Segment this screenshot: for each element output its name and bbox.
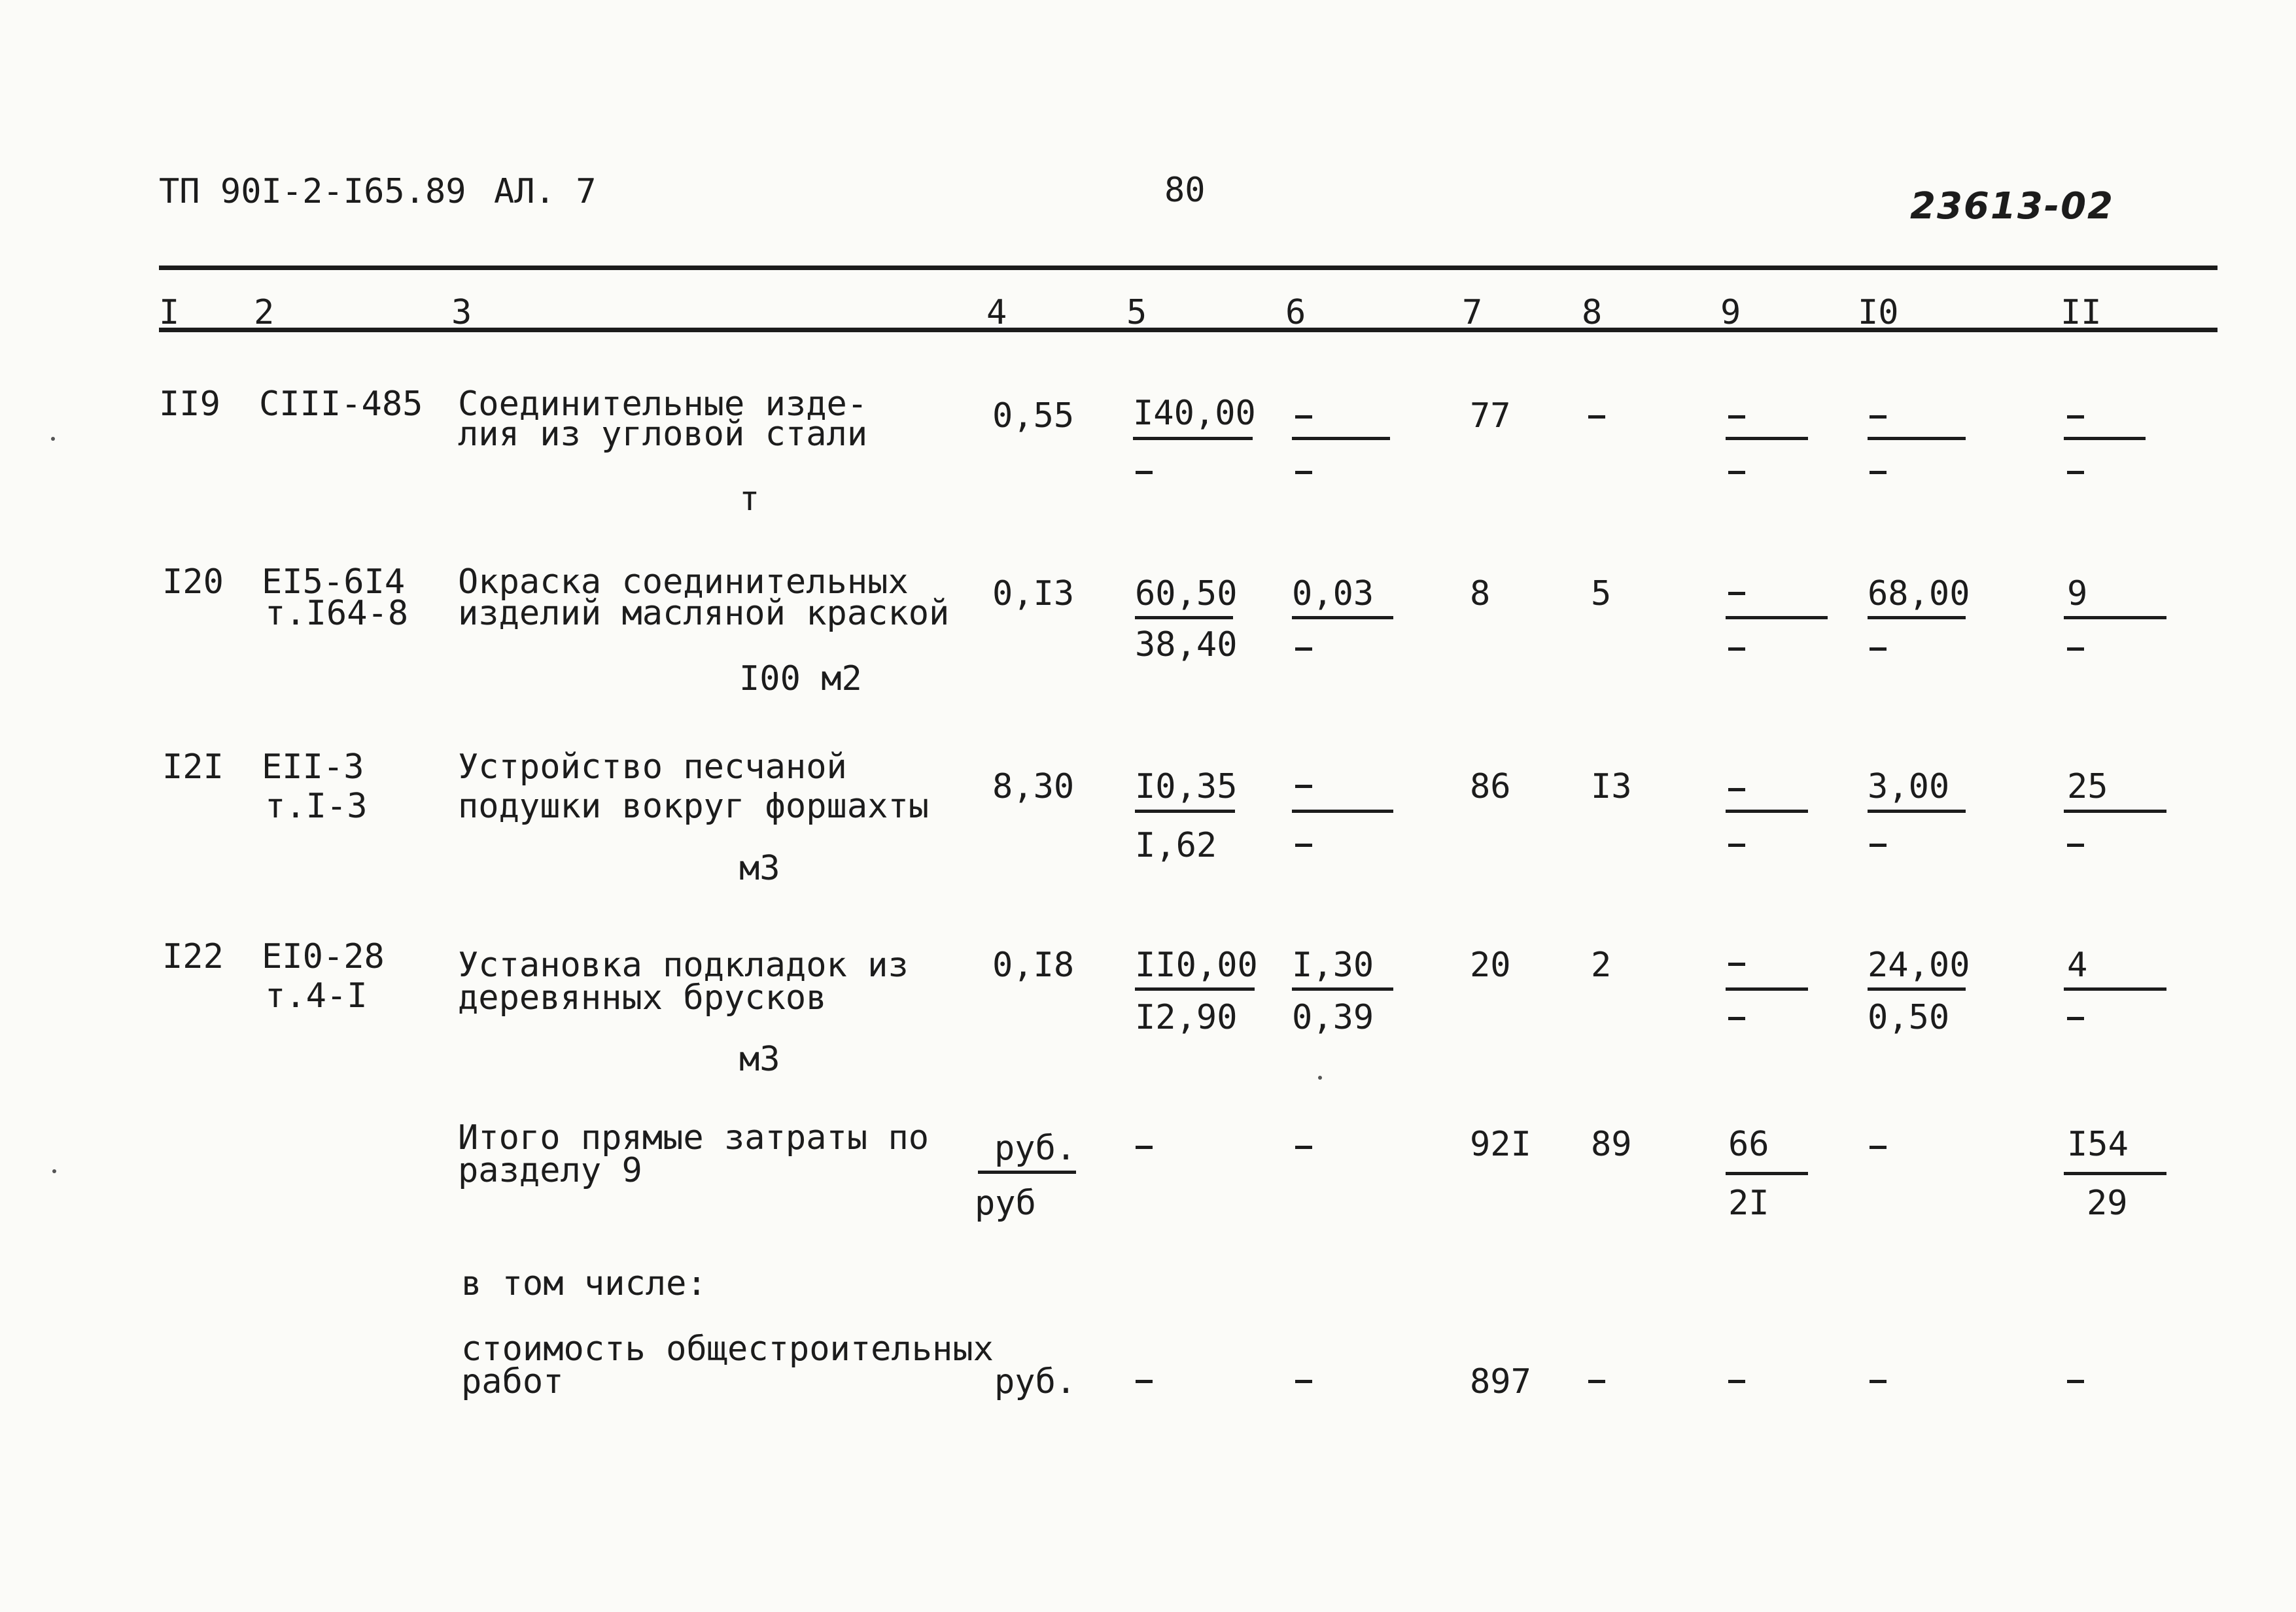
- total-cost: 897: [1470, 1362, 1531, 1401]
- fraction-line: [1868, 987, 1966, 991]
- col11-value: I54: [2067, 1125, 2129, 1164]
- row-number: II9: [159, 385, 220, 424]
- fraction-line: [1135, 810, 1235, 813]
- work-description: деревянных брусков: [458, 978, 827, 1018]
- total-description: Итого прямые затраты по: [458, 1118, 930, 1158]
- empty-dash: [2067, 844, 2084, 847]
- unit: I00 м2: [739, 659, 862, 698]
- fraction-line: [1292, 616, 1393, 619]
- column-header: 8: [1582, 293, 1603, 332]
- empty-dash: [1728, 592, 1745, 595]
- empty-dash: [1728, 647, 1745, 651]
- empty-dash: [1728, 1380, 1745, 1383]
- col8-value: 2: [1591, 946, 1612, 985]
- col8-value: 5: [1591, 574, 1612, 613]
- unit-cost: I0,35: [1135, 767, 1238, 806]
- page-number: 80: [1164, 171, 1206, 210]
- column-header: 3: [451, 293, 472, 332]
- fraction-line: [1726, 437, 1808, 440]
- empty-dash: [1870, 471, 1887, 474]
- col11-wages: 29: [2087, 1184, 2128, 1223]
- fraction-line: [1292, 987, 1393, 991]
- total-cost: 77: [1470, 396, 1511, 436]
- fraction-line: [1868, 616, 1966, 619]
- unit-cost: I40,00: [1133, 394, 1256, 433]
- quantity: 8,30: [992, 767, 1075, 806]
- col8-value: I3: [1591, 767, 1632, 806]
- fraction-line: [2064, 437, 2146, 440]
- empty-dash: [1728, 788, 1745, 791]
- empty-dash: [2067, 647, 2084, 651]
- col10-wages: 0,50: [1868, 998, 1950, 1037]
- col11-value: 25: [2067, 767, 2108, 806]
- empty-dash: [1728, 844, 1745, 847]
- col11-value: 9: [2067, 574, 2088, 613]
- empty-dash: [2067, 1380, 2084, 1383]
- work-description: Соединительные изде-: [458, 385, 868, 424]
- empty-dash: [1870, 844, 1887, 847]
- empty-dash: [1870, 647, 1887, 651]
- fraction-line: [1726, 1172, 1808, 1175]
- col11-value: 4: [2067, 946, 2088, 985]
- total-unit: руб.: [994, 1129, 1077, 1168]
- quantity: 0,I3: [992, 574, 1075, 613]
- work-description: лия из угловой стали: [458, 415, 868, 454]
- col8-value: 89: [1591, 1125, 1632, 1164]
- empty-dash: [1588, 415, 1605, 419]
- empty-dash: [1870, 415, 1887, 419]
- unit: м3: [739, 849, 780, 888]
- column-header: 6: [1285, 293, 1306, 332]
- album-label: АЛ. 7: [494, 172, 597, 211]
- work-description: Окраска соединительных: [458, 562, 909, 602]
- fraction-line: [1135, 616, 1233, 619]
- norm-code: т.4-I: [265, 976, 368, 1016]
- general-description: работ: [461, 1362, 564, 1401]
- column-header: 5: [1126, 293, 1147, 332]
- column-header: I: [159, 293, 180, 332]
- general-unit: руб.: [994, 1362, 1077, 1401]
- fraction-line: [2064, 987, 2166, 991]
- col10-value: 24,00: [1868, 946, 1970, 985]
- scan-speck: [52, 1169, 56, 1173]
- machine-cost-wages: 0,39: [1292, 998, 1374, 1037]
- norm-code: т.I-3: [265, 787, 368, 826]
- scan-speck: [51, 437, 55, 441]
- total-cost: 8: [1470, 574, 1491, 613]
- empty-dash: [1136, 1380, 1153, 1383]
- empty-dash: [1295, 1380, 1312, 1383]
- unit-cost: II0,00: [1135, 946, 1258, 985]
- empty-dash: [1870, 1146, 1887, 1149]
- fraction-line: [2064, 1172, 2166, 1175]
- unit-cost-wages: 38,40: [1135, 625, 1238, 664]
- empty-dash: [1295, 844, 1312, 847]
- fraction-line: [1292, 810, 1393, 813]
- fraction-line: [978, 1171, 1076, 1174]
- including-label: в том числе:: [461, 1264, 707, 1303]
- empty-dash: [1588, 1380, 1605, 1383]
- col9-value: 66: [1728, 1125, 1769, 1164]
- empty-dash: [1136, 1146, 1153, 1149]
- unit: т: [739, 479, 760, 519]
- work-description: изделий масляной краской: [458, 594, 950, 633]
- fraction-line: [1726, 810, 1808, 813]
- empty-dash: [1295, 471, 1312, 474]
- total-unit-wages: руб: [975, 1184, 1036, 1223]
- col9-wages: 2I: [1728, 1184, 1769, 1223]
- work-description: подушки вокруг форшахты: [458, 787, 930, 826]
- total-description: разделу 9: [458, 1151, 642, 1190]
- fraction-line: [1133, 437, 1253, 440]
- work-description: Устройство песчаной: [458, 747, 847, 787]
- empty-dash: [2067, 415, 2084, 419]
- quantity: 0,55: [992, 396, 1075, 436]
- column-header: II: [2061, 293, 2102, 332]
- empty-dash: [1295, 785, 1312, 788]
- unit-cost: 60,50: [1135, 574, 1238, 613]
- inventory-stamp: 23613-02: [1910, 185, 2114, 228]
- work-description: Установка подкладок из: [458, 946, 909, 985]
- fraction-line: [1135, 987, 1255, 991]
- scan-speck: [1318, 1076, 1322, 1080]
- empty-dash: [2067, 471, 2084, 474]
- empty-dash: [1728, 1017, 1745, 1020]
- empty-dash: [1728, 415, 1745, 419]
- column-header: 4: [986, 293, 1007, 332]
- norm-code: ЕII-3: [262, 747, 364, 787]
- general-description: стоимость общестроительных: [461, 1329, 994, 1369]
- fraction-line: [1292, 437, 1390, 440]
- fraction-line: [2064, 810, 2166, 813]
- machine-cost: I,30: [1292, 946, 1374, 985]
- fraction-line: [1868, 810, 1966, 813]
- total-cost: 20: [1470, 946, 1511, 985]
- row-number: I22: [162, 937, 224, 976]
- norm-code: ЕI5-6I4: [262, 562, 406, 602]
- row-number: I20: [162, 562, 224, 602]
- empty-dash: [1136, 471, 1153, 474]
- table-top-rule: [159, 266, 2218, 270]
- col10-value: 68,00: [1868, 574, 1970, 613]
- column-header: 2: [254, 293, 275, 332]
- column-header: I0: [1858, 293, 1899, 332]
- unit-cost-wages: I2,90: [1135, 998, 1238, 1037]
- empty-dash: [2067, 1017, 2084, 1020]
- norm-code: т.I64-8: [265, 594, 409, 633]
- machine-cost: 0,03: [1292, 574, 1374, 613]
- empty-dash: [1870, 1380, 1887, 1383]
- empty-dash: [1295, 415, 1312, 419]
- column-header: 9: [1720, 293, 1741, 332]
- doc-code: ТП 90I-2-I65.89: [159, 172, 466, 211]
- unit-cost-wages: I,62: [1135, 826, 1217, 865]
- fraction-line: [1726, 987, 1808, 991]
- empty-dash: [1728, 963, 1745, 966]
- col10-value: 3,00: [1868, 767, 1950, 806]
- fraction-line: [1868, 437, 1966, 440]
- column-header: 7: [1462, 293, 1483, 332]
- row-number: I2I: [162, 747, 224, 787]
- total-cost: 86: [1470, 767, 1511, 806]
- norm-code: ЕI0-28: [262, 937, 385, 976]
- empty-dash: [1295, 647, 1312, 651]
- norm-code: СIII-485: [259, 385, 423, 424]
- total-cost: 92I: [1470, 1125, 1531, 1164]
- empty-dash: [1728, 471, 1745, 474]
- fraction-line: [1726, 616, 1828, 619]
- empty-dash: [1295, 1146, 1312, 1149]
- unit: м3: [739, 1040, 780, 1079]
- quantity: 0,I8: [992, 946, 1075, 985]
- fraction-line: [2064, 616, 2166, 619]
